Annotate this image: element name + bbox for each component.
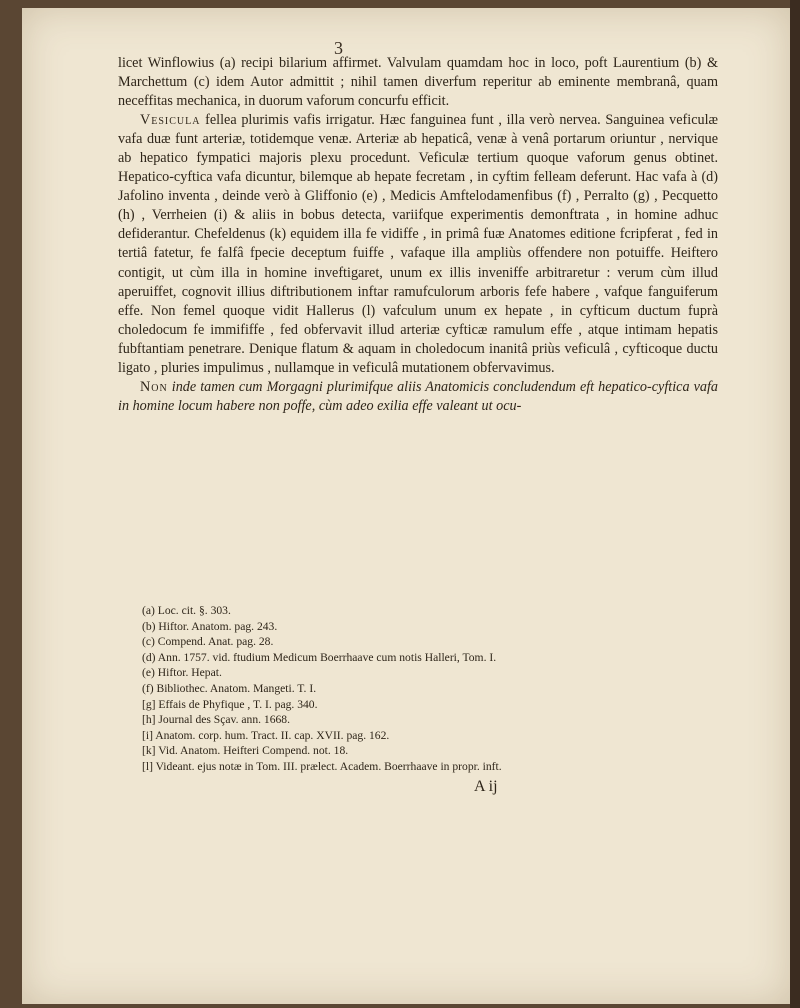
page-edge	[790, 0, 800, 1008]
footnote-g: [g] Effais de Phyfique , T. I. pag. 340.	[142, 697, 318, 711]
footnote-b: (b) Hiftor. Anatom. pag. 243.	[142, 619, 278, 633]
footnote-a: (a) Loc. cit. §. 303.	[142, 604, 231, 617]
footnote-f: (f) Bibliothec. Anatom. Mangeti. T. I.	[142, 681, 317, 695]
footnote-k: [k] Vid. Anatom. Heifteri Compend. not. 18.	[142, 744, 349, 758]
signature-mark: A ij	[474, 778, 498, 795]
footnotes	[142, 603, 722, 775]
footnote-c: (c) Compend. Anat. pag. 28.	[142, 635, 274, 649]
paragraph-3-lead: Non	[140, 378, 168, 395]
paragraph-3	[118, 378, 718, 416]
paragraph-2	[118, 111, 718, 378]
page-number: 3	[334, 38, 343, 58]
footnote-l: [l] Videant. ejus notæ in Tom. III. prælect. Academ. Boerrhaave in propr. inft.	[142, 759, 502, 773]
body-text	[118, 54, 718, 416]
paragraph-3-text: inde tamen cum Morgagni plurimifque aliis Anatomicis concludendum eft hepatico-cyftica vafa in homine locum habere non poffe, cùm adeo exilia effe valeant ut ocu-	[118, 378, 719, 414]
paragraph-2-text: fellea plurimis vafis irrigatur. Hæc fanguinea funt , illa verò nervea. Sanguinea veficulæ vafa duæ funt arteriæ, totidemque venæ. Arteriæ ab hepaticâ, venæ à venâ portarum oriuntur , nervique ab hepatico fympatici majoris plexu procedunt. Veficulæ tertium quoque vaforum genus obtinet. Hepatico-cyftica vafa dicuntur, bilemque ab hepate fecretam , in cyftim felleam deferunt. Hac vafa à (d) Jafolino inventa , deinde verò à Gliffonio (e) , Medicis Amftelodamenfibus (f) , Perralto (g) , Pecquetto (h) , Verrheien (i) & aliis in bobus detecta, variifque experimentis demonftrata , in homine adhuc defiderantur. Chefeldenus (k) equidem illa fe vidiffe , in primâ fuæ Anatomes editione fcripferat , fed in tertiâ fatetur, fe falfâ fpecie deceptum fuiffe , vafaque illa ampliùs offendere non potuiffe. Heiftero contigit, ut cùm illa in homine inveftigaret, unum ex illis inveniffe arbitraretur : verum cùm illud aperuiffet, cognovit illius diftributionem inftar ramufculorum arboris fefe habere , vafque fanguiferum effe. Non femel quoque vidit Hallerus (l) vafculum unum ex hepate , in cyfticum ductum fuprà choledocum fe immififfe , fed obfervavit illud arteriæ cyfticæ ramulum effe , atque intimam hepatis fubftantiam penetrare. Denique flatum & aquam in choledocum inanitâ priùs veficulâ , cyfticoque ductu ligato , pluries impulimus , nullamque in veficulâ mutationem obfervavimus.	[118, 112, 718, 376]
paragraph-1: licet Winflowius (a) recipi bilarium affirmet. Valvulam quamdam hoc in loco, poft Laurentium (b) & Marchettum (c) idem Autor admittit ; nihil tamen diverfum reperitur ab eminente membranâ, quam neceffitas mechanica, in duorum vaforum concurfu efficit.	[118, 55, 718, 110]
footnote-i: [i] Anatom. corp. hum. Tract. II. cap. XVII. pag. 162.	[142, 728, 390, 742]
footnote-h: [h] Journal des Sçav. ann. 1668.	[142, 713, 291, 727]
footnote-d: (d) Ann. 1757. vid. ftudium Medicum Boerrhaave cum notis Halleri, Tom. I.	[142, 650, 497, 664]
footnote-e: (e) Hiftor. Hepat.	[142, 666, 222, 680]
paragraph-2-lead: Vesicula	[140, 112, 201, 129]
book-page	[22, 8, 790, 1004]
